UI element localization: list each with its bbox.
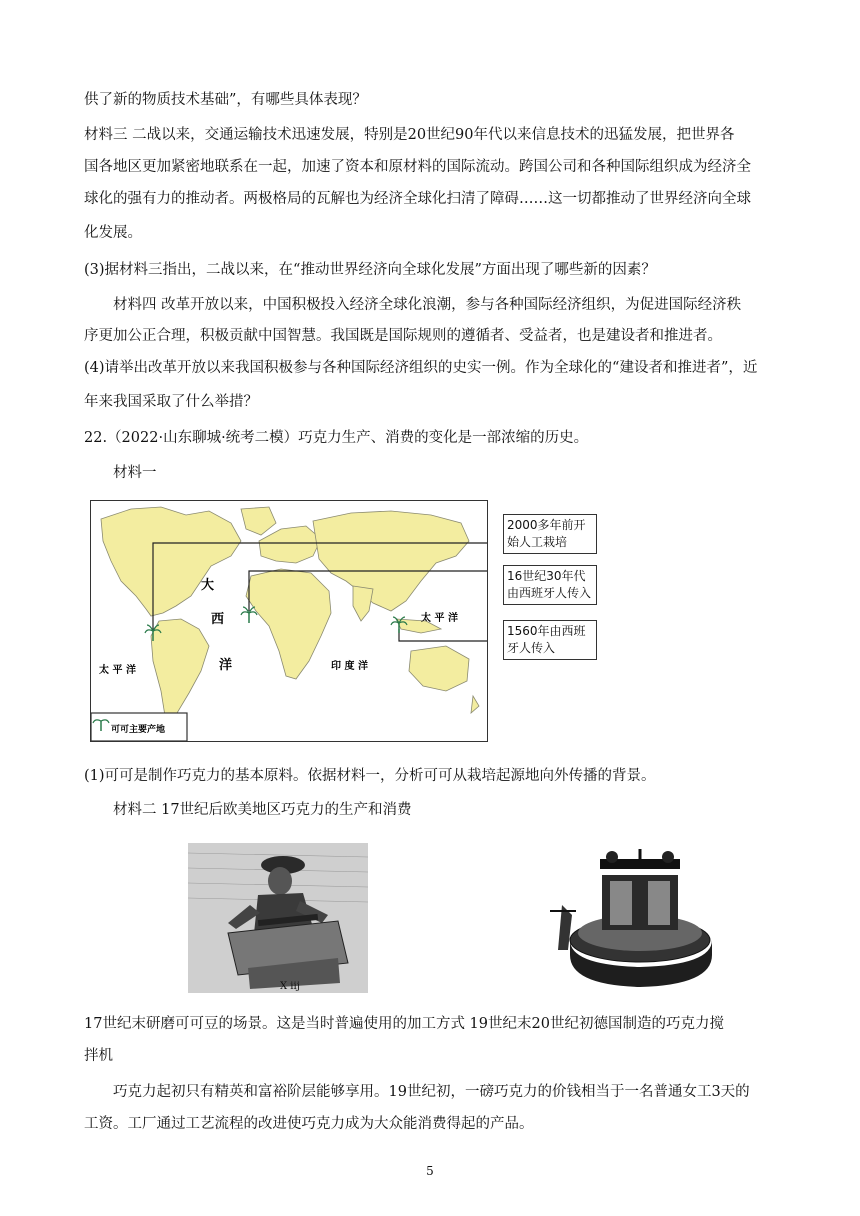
africa bbox=[246, 569, 331, 679]
text-line: 工资。工厂通过工艺流程的改进使巧克力成为大众能消费得起的产品。 bbox=[84, 1116, 534, 1132]
map-label-pacific-left: 太 平 洋 bbox=[99, 665, 136, 676]
engraving-grinding-image bbox=[188, 843, 368, 993]
text-line: 巧克力起初只有精英和富裕阶层能够享用。19世纪初，一磅巧克力的价钱相当于一名普通女工3天的 bbox=[113, 1084, 750, 1100]
callout-europe bbox=[503, 565, 597, 605]
australia bbox=[409, 646, 469, 691]
page-number: 5 bbox=[426, 1164, 434, 1178]
text-line: 拌机 bbox=[84, 1048, 113, 1064]
callout-line: 1560年由西班 bbox=[507, 624, 586, 638]
engraving-mark: X iij bbox=[280, 981, 300, 992]
map-label-yang: 洋 bbox=[219, 658, 233, 673]
engraving-mixer-image bbox=[540, 845, 718, 995]
map-label-xi: 西 bbox=[211, 612, 225, 627]
europe bbox=[259, 526, 321, 563]
greenland bbox=[241, 507, 276, 535]
south-america bbox=[151, 619, 209, 726]
callout-line: 16世纪30年代 bbox=[507, 569, 586, 583]
map-label-indian: 印 度 洋 bbox=[331, 661, 368, 672]
world-map-figure bbox=[90, 500, 488, 742]
image-captions: 17世纪末研磨可可豆的场景。这是当时普遍使用的加工方式 19世纪末20世纪初德国制造的巧克力搅 bbox=[84, 1016, 724, 1032]
material-2-heading: 材料二 17世纪后欧美地区巧克力的生产和消费 bbox=[113, 802, 412, 818]
callout-line: 牙人传入 bbox=[507, 641, 556, 655]
question-1: (1)可可是制作巧克力的基本原料。依据材料一，分析可可从栽培起源地向外传播的背景。 bbox=[84, 768, 656, 784]
text-line: 年来我国采取了什么举措？ bbox=[84, 394, 258, 410]
text-line: 国各地区更加紧密地联系在一起，加速了资本和原材料的国际流动。跨国公司和各种国际组织成为经济全 bbox=[84, 159, 751, 175]
map-label-pacific-right: 太 平 洋 bbox=[421, 613, 458, 624]
world-map bbox=[91, 501, 487, 741]
new-zealand bbox=[471, 696, 479, 713]
text-line: 球化的强有力的推动者。两极格局的瓦解也为经济全球化扫清了障碍……这一切都推动了世界经济向全球 bbox=[84, 191, 751, 207]
text-line: 材料四 改革开放以来，中国积极投入经济全球化浪潮，参与各种国际经济组织，为促进国际经济秩 bbox=[113, 297, 742, 313]
question-4: (4)请举出改革开放以来我国积极参与各种国际经济组织的史实一例。作为全球化的“建设者和推进者”，近 bbox=[84, 360, 758, 376]
material-1-label: 材料一 bbox=[113, 465, 157, 481]
question-3: (3)据材料三指出，二战以来，在“推动世界经济向全球化发展”方面出现了哪些新的因素？ bbox=[84, 262, 656, 278]
callout-line: 由西班牙人传入 bbox=[507, 586, 592, 600]
text-line: 供了新的物质技术基础”，有哪些具体表现？ bbox=[84, 92, 367, 108]
callout-asia bbox=[503, 620, 597, 660]
asia bbox=[313, 511, 469, 611]
question-22-heading: 22.（2022·山东聊城·统考二模）巧克力生产、消费的变化是一部浓缩的历史。 bbox=[84, 430, 589, 446]
callout-line: 2000多年前开 bbox=[507, 518, 586, 532]
text-line: 序更加公正合理，积极贡献中国智慧。我国既是国际规则的遵循者、受益者，也是建设者和推进者。 bbox=[84, 328, 722, 344]
map-label-da: 大 bbox=[201, 578, 215, 593]
india bbox=[353, 586, 373, 621]
callout-line: 始人工栽培 bbox=[507, 535, 568, 549]
north-america bbox=[101, 507, 241, 616]
callout-origin bbox=[503, 514, 597, 554]
text-line: 材料三 二战以来，交通运输技术迅速发展，特别是20世纪90年代以来信息技术的迅猛发展，把世界各 bbox=[84, 127, 735, 143]
map-legend-label: 可可主要产地 bbox=[111, 725, 166, 735]
text-line: 化发展。 bbox=[84, 225, 142, 241]
